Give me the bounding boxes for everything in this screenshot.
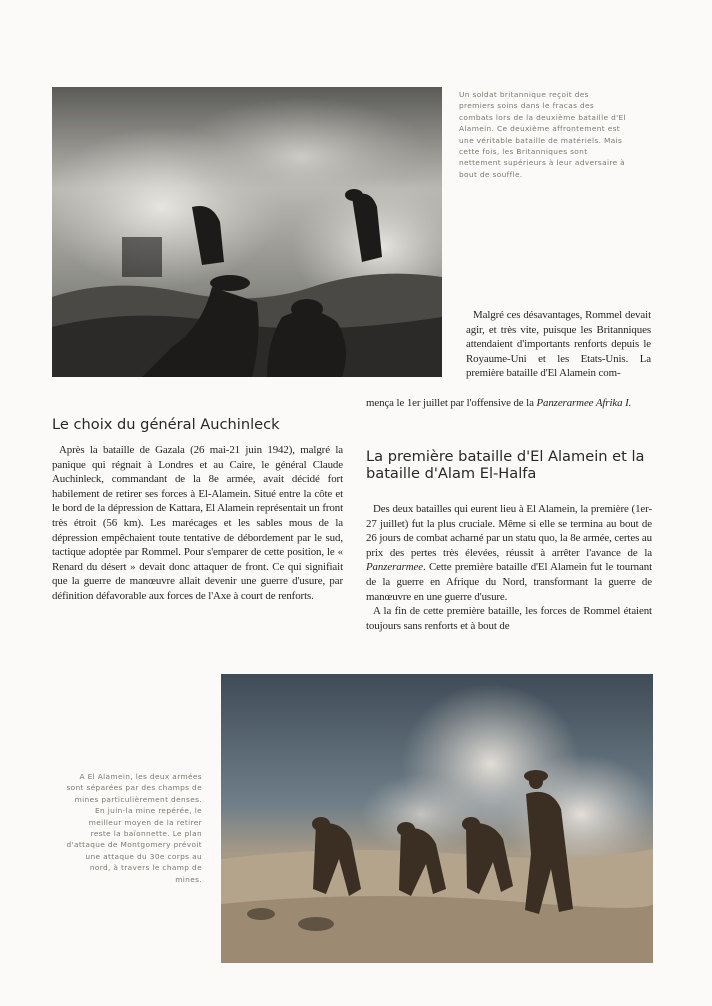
intro-text: Malgré ces désavantages, Rommel devait agir, et très vite, puisque les Britanniques attendaient d'importants renforts depuis le Royaume-Uni et les Etats-Unis. La première bataille d'El Alamein com- (466, 309, 651, 380)
photo-mine-clearing (221, 674, 653, 963)
paragraph: Des deux batailles qui eurent lieu à El Alamein, la première (1er-27 juillet) fut la plus cruciale. Même si elle se termina au bout de 26 jours de combat acharné par un statu quo, la 8e armée, certes au prix des pertes très élevées, réussit à arrêter l'avance de la Panzerarmee. Cette première bataille d'El Alamein fut le tournant de la guerre en Afrique du Nord, transformant la guerre de manœuvre en une guerre d'usure. (366, 503, 652, 603)
intro-paragraph (466, 308, 651, 381)
section-heading-first-battle: La première bataille d'El Alamein et la bataille d'Alam El-Halfa (366, 448, 645, 482)
paragraph: Après la bataille de Gazala (26 mai-21 juin 1942), malgré la panique qui régnait à Londres et au Caire, le général Claude Auchinleck, commandant de la 8e armée, avait décidé fort habilement de retirer ses forces à El-Alamein. Situé entre la côte et le bord de la dépression de Kattara, El Alamein représentait un front très étroit (56 km). Les marécages et les sables mous de la dépression empêchaient toute tentative de débordement par le sud, tactique adoptée par Rommel. Pour s'emparer de cette position, le « Renard du désert » devait donc attaquer de front. Ce qui signifiait que la guerre de manœuvre allait devenir une guerre d'usure, par définition défavorable aux forces de l'Axe à court de renforts. (52, 444, 343, 602)
intro-paragraph-continuation (366, 396, 651, 411)
photo-caption-bottom: A El Alamein, les deux armées sont séparées par des champs de mines particulièrement denses. En juin-la mine repérée, le meilleur moyen de la retirer reste la baïonnette. Le plan d'attaque de Montgomery prévoit une attaque du 30e corps au nord, à travers le champ de mines. (66, 772, 202, 884)
photo-soldiers-in-smoke (52, 87, 442, 377)
section-heading-auchinleck: Le choix du général Auchinleck (52, 416, 280, 433)
section-body-first-battle (366, 502, 652, 662)
paragraph: A la fin de cette première bataille, les forces de Rommel étaient toujours sans renforts et à bout de (366, 605, 652, 632)
desert-mine-clearing-image (221, 674, 653, 963)
battlefield-smoke-image (52, 87, 442, 377)
section-body-auchinleck (52, 443, 343, 604)
intro-tail-text: mença le 1er juillet par l'offensive de la (366, 397, 537, 409)
photo-caption-top: Un soldat britannique reçoit des premiers soins dans le fracas des combats lors de la deuxième bataille d'El Alamein. Ce deuxième affrontement est une véritable bataille de matériels. Mais cette fois, les Britanniques sont nettement supérieurs à leur adversaire à bout de souffle. (459, 90, 626, 179)
intro-tail-emphasis: Panzerarmee Afrika I. (536, 397, 632, 409)
